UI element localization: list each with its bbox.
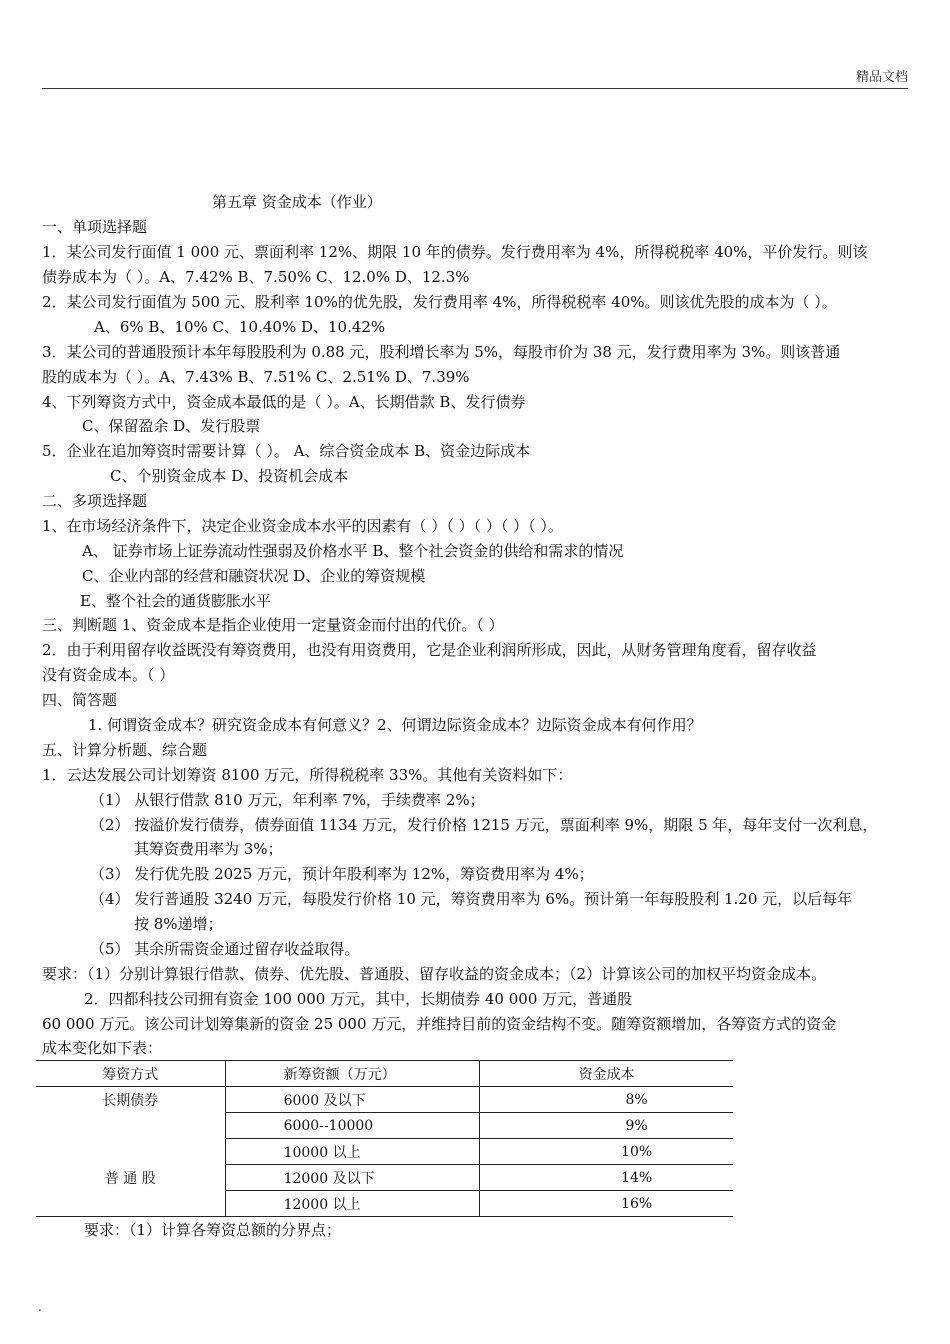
amount-cell: 6000 及以下 [225, 1087, 480, 1113]
cost-cell: 14% [480, 1165, 733, 1191]
table-row [36, 1165, 733, 1191]
question-text: 4、下列筹资方式中，资金成本最低的是（ ）。A、长期借款 B、发行债券 [42, 393, 526, 411]
header-label: 精品文档 [855, 70, 908, 85]
table-header-cell: 新筹资额（万元） [225, 1061, 480, 1087]
question-item: （4） 发行普通股 3240 万元，每股发行价格 10 元，筹资费用率为 6%。预计第一年每股股利 1.20 元，以后每年 [90, 890, 853, 908]
question-options: C、个别资金成本 D、投资机会成本 [110, 467, 349, 485]
question-text: 2．四都科技公司拥有资金 100 000 万元，其中，长期债券 40 000 万元，普通股 [84, 990, 633, 1008]
section-heading: 一、单项选择题 [42, 218, 148, 236]
cost-cell: 10% [480, 1139, 733, 1165]
question-text: 3．某公司的普通股预计本年每股股利为 0.88 元，股利增长率为 5%，每股市价为 38 元，发行费用率为 3%。则该普通 [42, 343, 841, 361]
table-header-cell: 筹资方式 [102, 1066, 159, 1083]
amount-cell: 12000 以上 [225, 1191, 480, 1217]
question-text: 60 000 万元。该公司计划筹集新的资金 25 000 万元，并维持目前的资金结构不变。随筹资额增加，各筹资方式的资金 [42, 1015, 837, 1033]
question-text: 没有资金成本。（ ） [42, 666, 175, 684]
requirement-text: 要求：（1）分别计算银行借款、债券、优先股、普通股、留存收益的资金成本；（2）计算该公司的加权平均资金成本。 [42, 965, 827, 983]
method-cell: 长期债券 [102, 1093, 159, 1109]
table-header-cell: 资金成本 [480, 1061, 733, 1087]
page-dot: . [38, 1300, 42, 1314]
question-text: 1．某公司发行面值 1 000 元、票面利率 12%、期限 10 年的债券。发行费用率为 4%，所得税税率 40%，平价发行。则该 [42, 243, 868, 261]
capital-cost-table [36, 1060, 733, 1217]
question-item: （2） 按溢价发行债券，债券面值 1134 万元，发行价格 1215 万元，票面利率 9%，期限 5 年，每年支付一次利息， [90, 816, 878, 834]
question-options: C、保留盈余 D、发行股票 [82, 417, 261, 435]
question-text: 成本变化如下表： [42, 1039, 163, 1057]
method-cell: 普 通 股 [36, 1165, 225, 1217]
question-text: 2．由于利用留存收益既没有筹资费用，也没有用资费用，它是企业利润所形成，因此，从财务管理角度看，留存收益 [42, 641, 817, 659]
chapter-title: 第五章 资金成本（作业） [212, 193, 382, 211]
question-options: C、企业内部的经营和融资状况 D、企业的筹资规模 [82, 567, 426, 585]
question-text: 2．某公司发行面值为 500 元、股利率 10%的优先股，发行费用率 4%，所得税税率 40%。则该优先股的成本为（ ）。 [42, 293, 837, 311]
question-item: 按 8%递增； [134, 915, 223, 933]
question-item: 其筹资费用率为 3%； [134, 840, 283, 858]
amount-cell: 10000 以上 [225, 1139, 480, 1165]
question-text: 1、在市场经济条件下，决定企业资金成本水平的因素有（ ）（ ）（ ）（ ）（ ）。 [42, 517, 563, 535]
cost-cell: 16% [480, 1191, 733, 1217]
table-header-row [36, 1061, 733, 1087]
question-options: E、整个社会的通货膨胀水平 [80, 592, 271, 610]
question-text: 1. 何谓资金成本？研究资金成本有何意义？2、何谓边际资金成本？边际资金成本有何作用？ [88, 716, 702, 734]
question-text: 股的成本为（ ）。A、7.43% B、7.51% C、2.51% D、7.39% [42, 368, 470, 386]
table-row [36, 1087, 733, 1113]
question-item: （5） 其余所需资金通过留存收益取得。 [90, 940, 360, 958]
question-options: A、6% B、10% C、10.40% D、10.42% [94, 318, 386, 336]
amount-cell: 6000--10000 [225, 1113, 480, 1139]
cost-cell: 8% [480, 1087, 733, 1113]
question-item: （1） 从银行借款 810 万元，年利率 7%，手续费率 2%； [90, 791, 485, 809]
section-heading: 二、多项选择题 [42, 492, 148, 510]
question-text: 5．企业在追加筹资时需要计算（ ）。 A、综合资金成本 B、资金边际成本 [42, 442, 531, 460]
question-options: A、 证券市场上证券流动性强弱及价格水平 B、整个社会资金的供给和需求的情况 [82, 542, 624, 560]
requirement-text: 要求：（1）计算各筹资总额的分界点； [84, 1221, 342, 1239]
question-text: 债券成本为（ ）。A、7.42% B、7.50% C、12.0% D、12.3% [42, 268, 470, 286]
section-heading: 三、判断题 1、资金成本是指企业使用一定量资金而付出的代价。（ ） [42, 616, 504, 634]
question-item: （3） 发行优先股 2025 万元，预计年股利率为 12%，筹资费用率为 4%； [90, 865, 594, 883]
page-header [42, 66, 908, 89]
cost-cell: 9% [480, 1113, 733, 1139]
section-heading: 四、简答题 [42, 691, 118, 709]
amount-cell: 12000 及以下 [225, 1165, 480, 1191]
question-text: 1．云达发展公司计划筹资 8100 万元，所得税税率 33%。其他有关资料如下： [42, 766, 573, 784]
section-heading: 五、计算分析题、综合题 [42, 741, 208, 759]
